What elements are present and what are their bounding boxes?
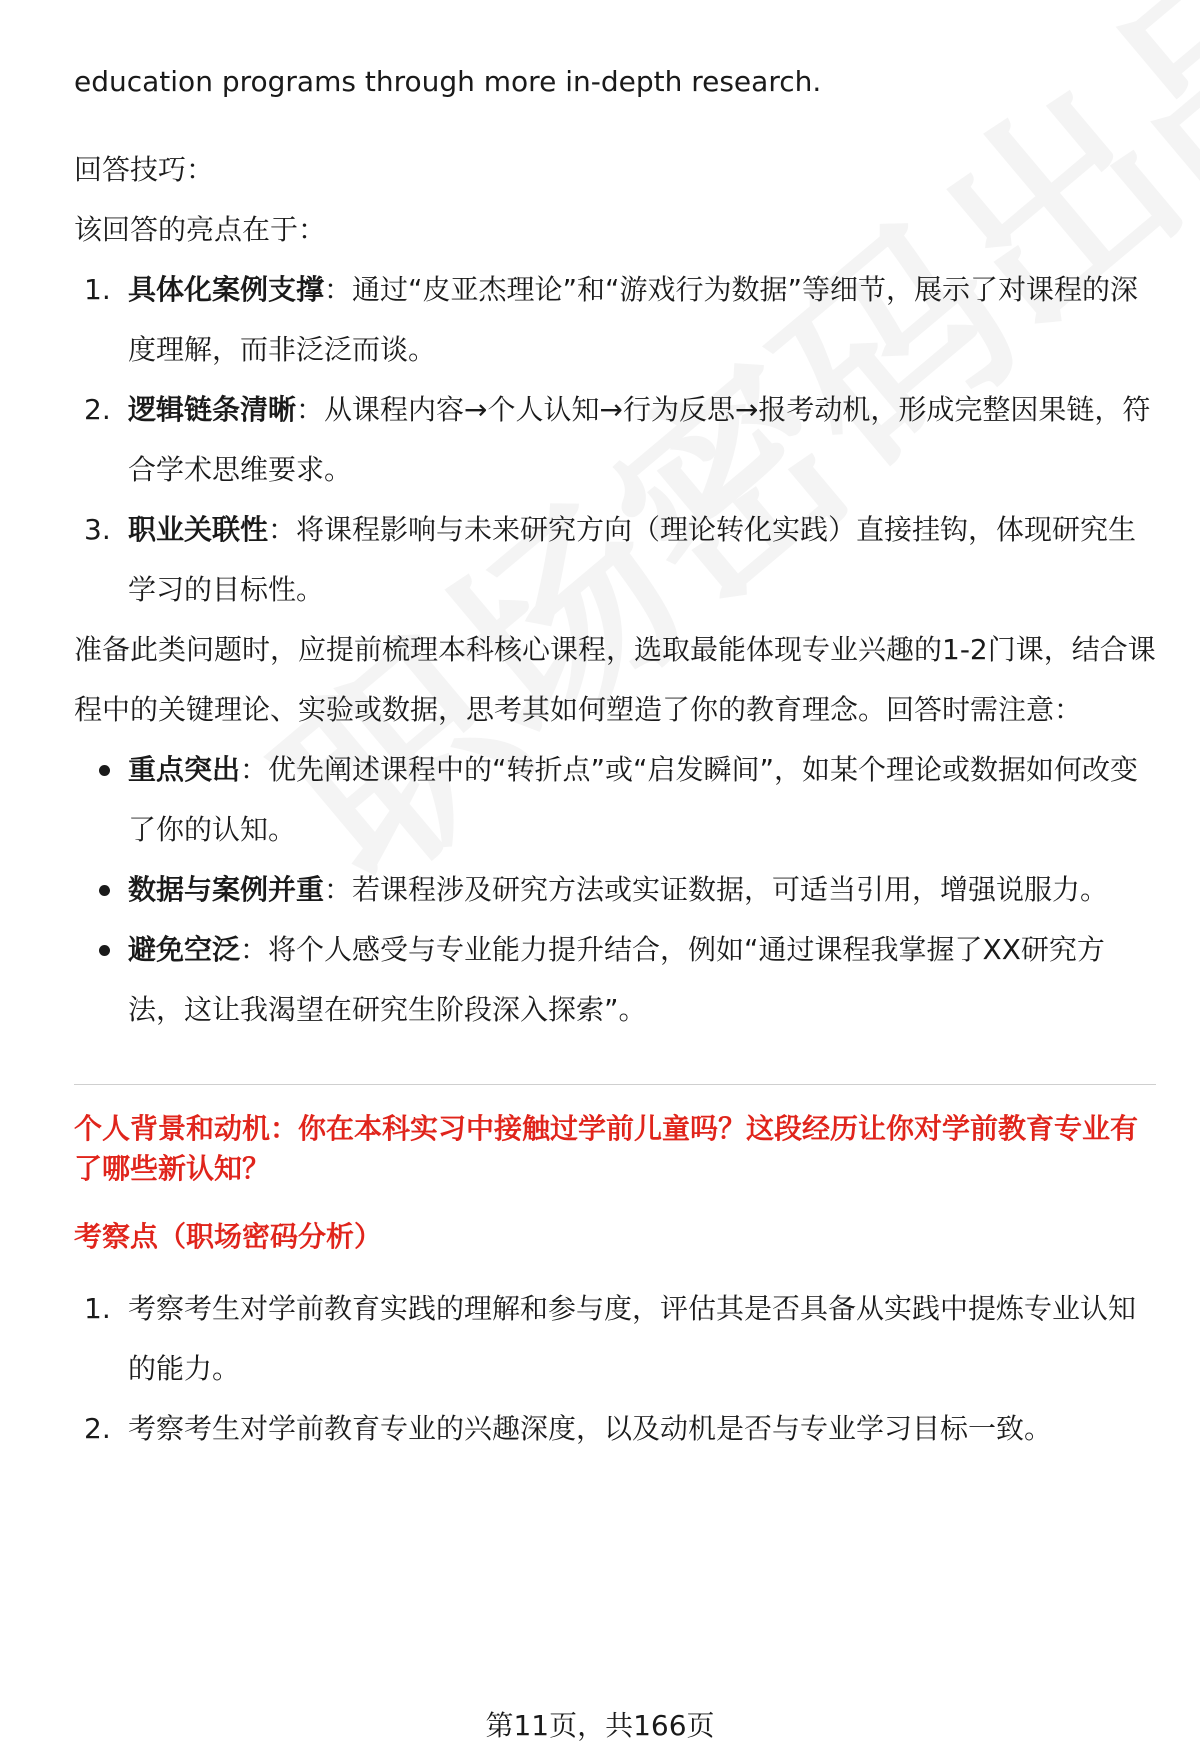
page-footer: 第11页，共166页 bbox=[485, 1709, 715, 1742]
note-text: ：将个人感受与专业能力提升结合，例如“通过课程我掌握了XX研究方法，这让我渴望在研究生阶段深入探索”。 bbox=[128, 933, 1105, 1026]
list-number: 1. bbox=[84, 1292, 111, 1325]
note-item bbox=[74, 920, 1156, 1040]
tips-label: 回答技巧： bbox=[74, 153, 215, 186]
list-number: 1. bbox=[84, 273, 111, 306]
highlight-title: 职业关联性 bbox=[128, 513, 269, 546]
bullet-icon bbox=[99, 945, 110, 956]
highlight-title: 具体化案例支撑 bbox=[128, 273, 325, 306]
note-title: 重点突出 bbox=[128, 753, 241, 786]
list-number: 2. bbox=[84, 393, 111, 426]
highlights-list bbox=[74, 260, 1156, 620]
exam-points-list bbox=[74, 1279, 1156, 1459]
list-number: 3. bbox=[84, 513, 111, 546]
note-item bbox=[74, 740, 1156, 860]
note-text: ：优先阐述课程中的“转折点”或“启发瞬间”，如某个理论或数据如何改变了你的认知。 bbox=[128, 753, 1139, 846]
list-number: 2. bbox=[84, 1412, 111, 1445]
highlight-text: ：将课程影响与未来研究方向（理论转化实践）直接挂钩，体现研究生学习的目标性。 bbox=[128, 513, 1137, 606]
exam-point-item bbox=[74, 1399, 1156, 1459]
exam-point-item bbox=[74, 1279, 1156, 1399]
highlight-item bbox=[74, 260, 1156, 380]
note-text: ：若课程涉及研究方法或实证数据，可适当引用，增强说服力。 bbox=[324, 873, 1109, 906]
prep-paragraph: 准备此类问题时，应提前梳理本科核心课程，选取最能体现专业兴趣的1-2门课，结合课程中的关键理论、实验或数据，思考其如何塑造了你的教育理念。回答时需注意： bbox=[74, 633, 1156, 726]
exam-point-text: 考察考生对学前教育实践的理解和参与度，评估其是否具备从实践中提炼专业认知的能力。 bbox=[128, 1292, 1137, 1385]
notes-list bbox=[74, 740, 1156, 1040]
section-divider bbox=[74, 1084, 1156, 1085]
page-content bbox=[74, 52, 1156, 1459]
note-item bbox=[74, 860, 1156, 920]
note-title: 数据与案例并重 bbox=[128, 873, 325, 906]
bullet-icon bbox=[99, 765, 110, 776]
highlights-label: 该回答的亮点在于： bbox=[74, 213, 327, 246]
highlight-item bbox=[74, 380, 1156, 500]
highlight-text: ：从课程内容→个人认知→行为反思→报考动机，形成完整因果链，符合学术思维要求。 bbox=[128, 393, 1151, 486]
bullet-icon bbox=[99, 885, 110, 896]
question-heading: 个人背景和动机：你在本科实习中接触过学前儿童吗？这段经历让你对学前教育专业有了哪些新认知？ bbox=[74, 1112, 1139, 1185]
highlight-title: 逻辑链条清晰 bbox=[128, 393, 297, 426]
intro-tail-text: education programs through more in-depth research. bbox=[74, 65, 822, 98]
highlight-text: ：通过“皮亚杰理论”和“游戏行为数据”等细节，展示了对课程的深度理解，而非泛泛而谈。 bbox=[128, 273, 1139, 366]
exam-point-text: 考察考生对学前教育专业的兴趣深度，以及动机是否与专业学习目标一致。 bbox=[128, 1412, 1053, 1445]
highlight-item bbox=[74, 500, 1156, 620]
note-title: 避免空泛 bbox=[128, 933, 241, 966]
exam-points-heading: 考察点（职场密码分析） bbox=[74, 1220, 383, 1253]
